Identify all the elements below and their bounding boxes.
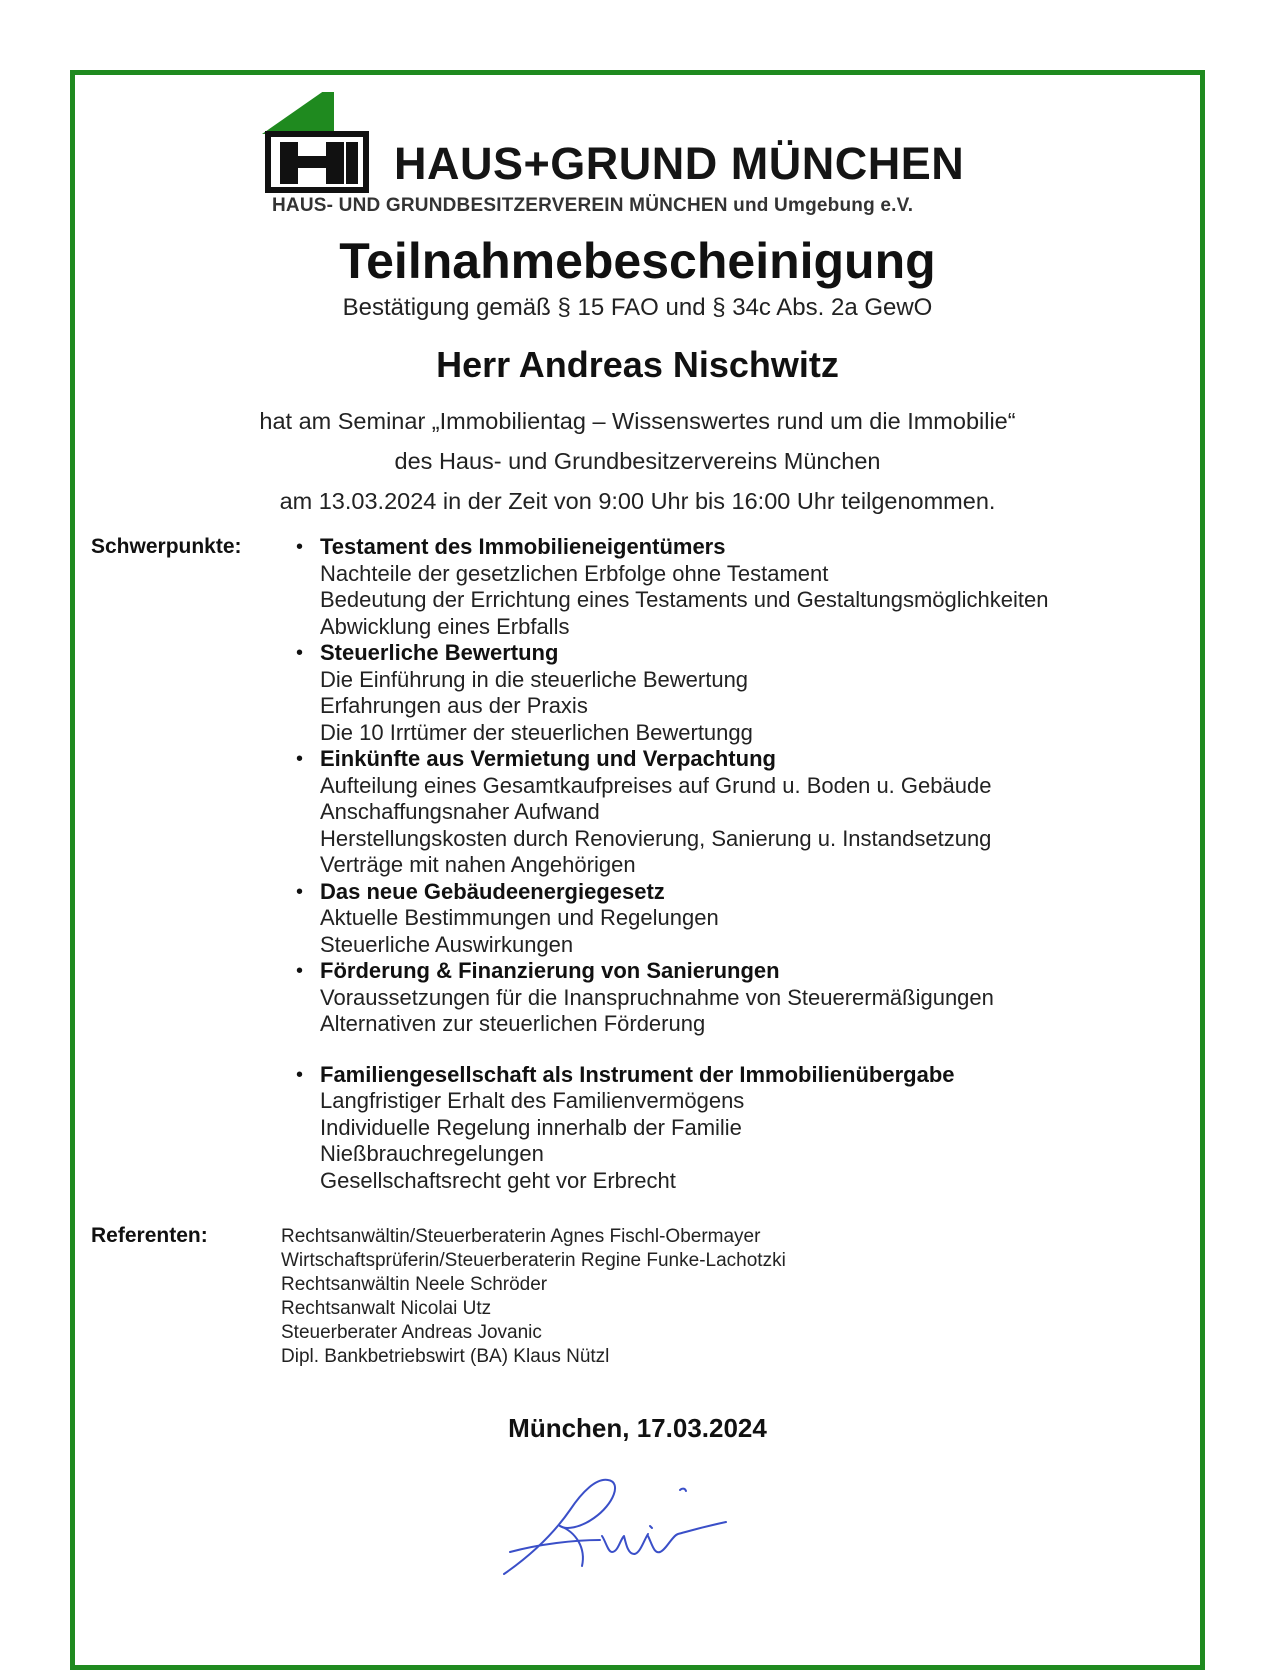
speakers-label: Referenten: xyxy=(91,1224,208,1247)
bullet-icon: • xyxy=(296,1063,304,1086)
topic-point: Steuerliche Auswirkungen xyxy=(320,931,574,957)
topic-point: Voraussetzungen für die Inanspruchnahme von Steuerermäßigungen xyxy=(320,984,994,1010)
topic-title: Förderung & Finanzierung von Sanierungen xyxy=(320,958,780,983)
topic-item xyxy=(296,534,1156,640)
topic-point: Anschaffungsnaher Aufwand xyxy=(320,799,600,824)
topic-point: Erfahrungen aus der Praxis xyxy=(320,693,588,718)
topic-point: Langfristiger Erhalt des Familienvermögens xyxy=(320,1088,745,1113)
topic-title: Steuerliche Bewertung xyxy=(320,640,559,665)
topic-point: Verträge mit nahen Angehörigen xyxy=(320,852,636,877)
bullet-icon: • xyxy=(296,536,304,558)
organizer-line: des Haus- und Grundbesitzervereins München xyxy=(394,448,881,474)
speaker-name: Rechtsanwalt Nicolai Utz xyxy=(281,1298,492,1319)
bullet-icon: • xyxy=(296,960,304,982)
signature-icon xyxy=(490,1470,770,1580)
topics-list xyxy=(296,534,1156,1194)
speaker-name: Dipl. Bankbetriebswirt (BA) Klaus Nützl xyxy=(281,1346,610,1367)
bullet-icon: • xyxy=(296,642,304,664)
certificate-title: Teilnahmebescheinigung xyxy=(339,233,936,289)
topic-point: Die Einführung in die steuerliche Bewertung xyxy=(320,666,749,692)
speaker-name: Rechtsanwältin/Steuerberaterin Agnes Fischl-Obermayer xyxy=(281,1226,761,1247)
topic-title: Testament des Immobilieneigentümers xyxy=(320,534,726,559)
topic-point: Alternativen zur steuerlichen Förderung xyxy=(320,1011,706,1036)
speaker-name: Rechtsanwältin Neele Schröder xyxy=(281,1274,548,1295)
topic-point: Nachteile der gesetzlichen Erbfolge ohne Testament xyxy=(320,560,829,586)
topic-item xyxy=(296,1062,1156,1195)
topic-point: Abwicklung eines Erbfalls xyxy=(320,613,570,639)
speaker-name: Steuerberater Andreas Jovanic xyxy=(281,1322,542,1343)
place-date: München, 17.03.2024 xyxy=(508,1413,767,1443)
org-subtitle: HAUS- UND GRUNDBESITZERVEREIN MÜNCHEN und Umgebung e.V. xyxy=(272,195,914,216)
topic-title: Einkünfte aus Vermietung und Verpachtung xyxy=(320,746,776,771)
org-name: HAUS+GRUND MÜNCHEN xyxy=(394,138,965,189)
topic-point: Nießbrauchregelungen xyxy=(320,1141,544,1166)
speakers-list xyxy=(281,1225,786,1369)
date-time-line: am 13.03.2024 in der Zeit von 9:00 Uhr bis 16:00 Uhr teilgenommen. xyxy=(279,488,996,514)
topic-point: Die 10 Irrtümer der steuerlichen Bewertungg xyxy=(320,719,753,745)
seminar-line: hat am Seminar „Immobilientag – Wissenswertes rund um die Immobilie“ xyxy=(259,408,1016,434)
bullet-icon: • xyxy=(296,880,304,903)
topic-point: Herstellungskosten durch Renovierung, Sanierung u. Instandsetzung xyxy=(320,825,992,851)
topic-point: Individuelle Regelung innerhalb der Familie xyxy=(320,1114,742,1140)
topic-point: Aufteilung eines Gesamtkaufpreises auf Grund u. Boden u. Gebäude xyxy=(320,772,992,798)
topic-point: Bedeutung der Errichtung eines Testaments und Gestaltungsmöglichkeiten xyxy=(320,587,1049,612)
topic-item xyxy=(296,640,1156,746)
topic-title: Das neue Gebäudeenergiegesetz xyxy=(320,878,665,904)
topic-item xyxy=(296,958,1156,1038)
certificate-subtitle: Bestätigung gemäß § 15 FAO und § 34c Abs. 2a GewO xyxy=(342,294,933,321)
bullet-icon: • xyxy=(296,748,304,770)
topic-title: Familiengesellschaft als Instrument der Immobilienübergabe xyxy=(320,1061,955,1087)
speaker-name: Wirtschaftsprüferin/Steuerberaterin Regine Funke-Lachotzki xyxy=(281,1250,786,1271)
topic-point: Aktuelle Bestimmungen und Regelungen xyxy=(320,905,719,930)
topic-item xyxy=(296,879,1156,959)
participant-name: Herr Andreas Nischwitz xyxy=(436,344,839,385)
topic-point: Gesellschaftsrecht geht vor Erbrecht xyxy=(320,1167,676,1193)
topic-item xyxy=(296,746,1156,879)
topics-label: Schwerpunkte: xyxy=(91,535,242,558)
